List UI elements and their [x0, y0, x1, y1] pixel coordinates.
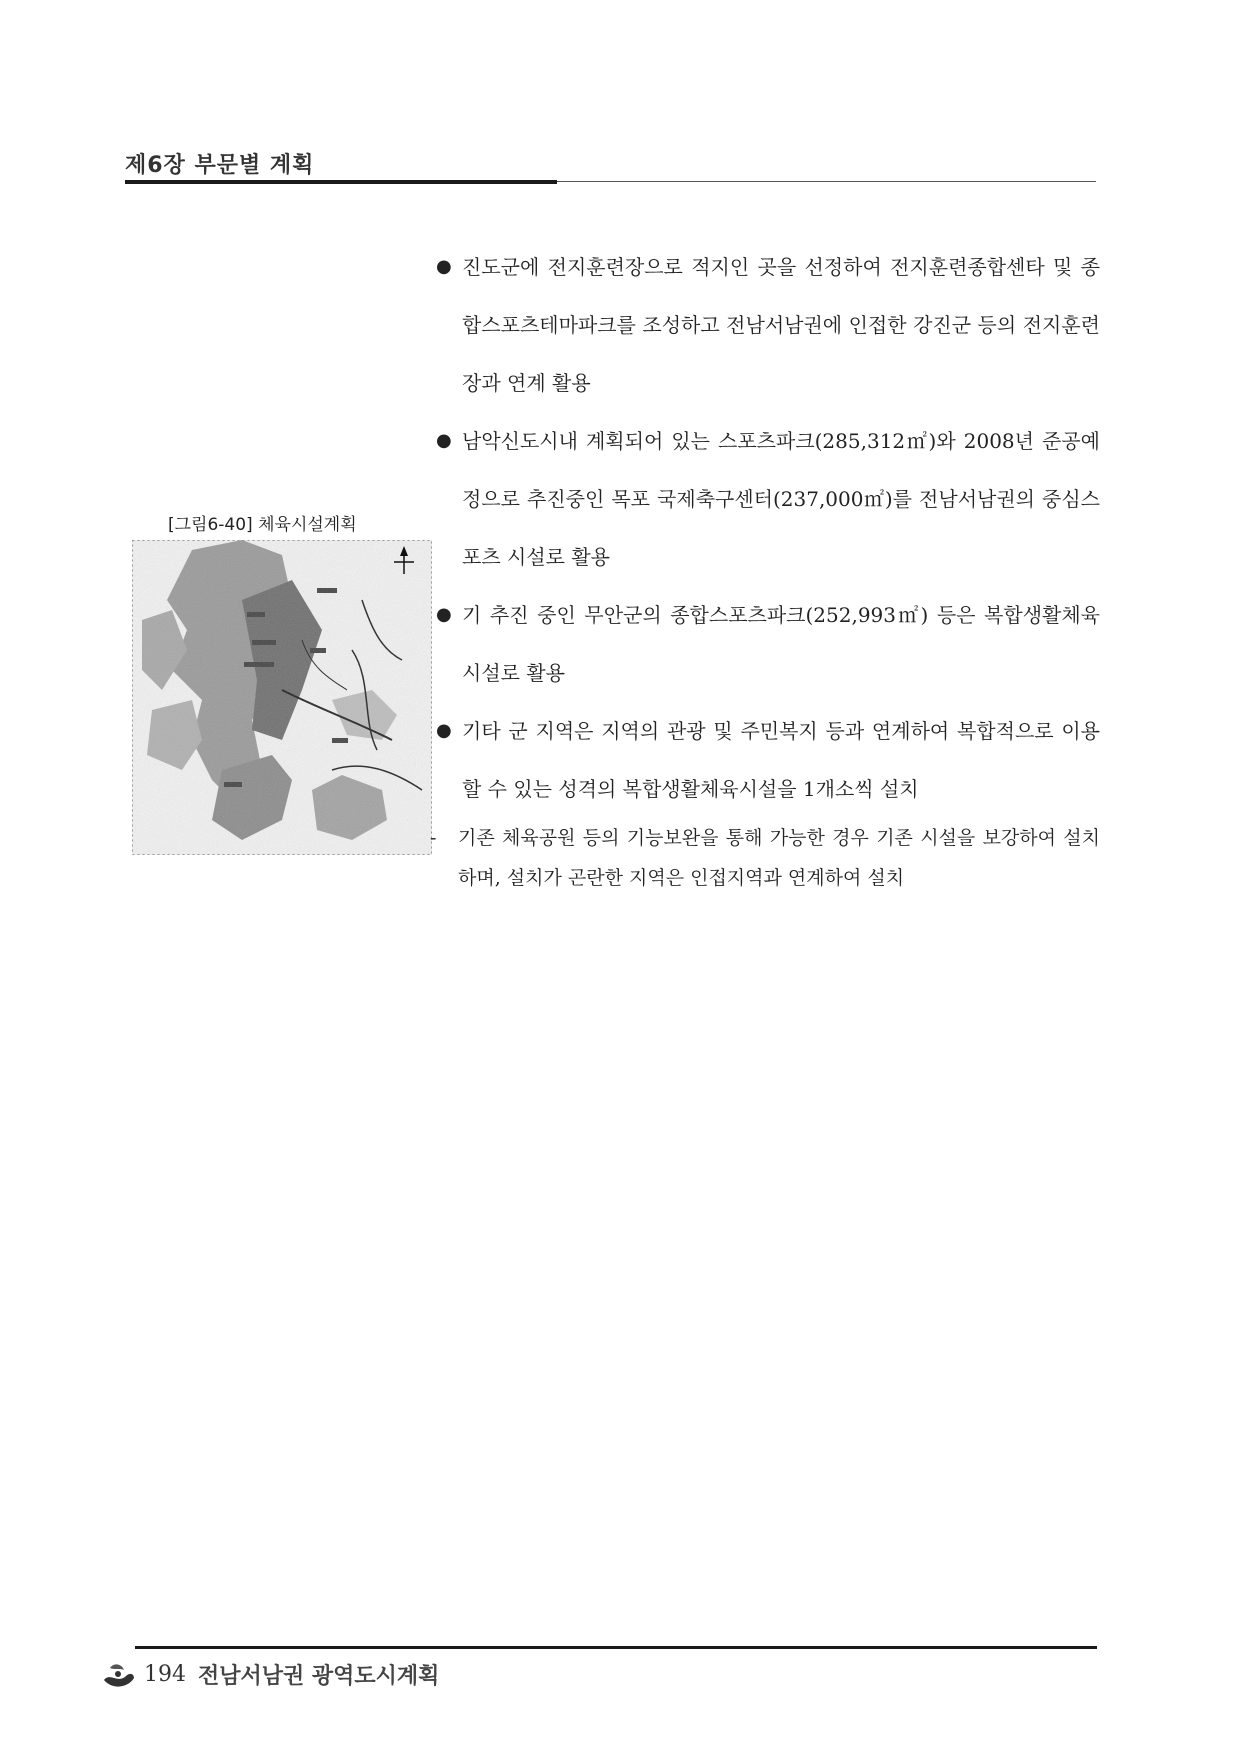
bullet-dot: ●: [436, 430, 452, 451]
figure-caption: [그림6-40] 체육시설계획: [168, 515, 357, 535]
sub-item: [430, 818, 1100, 898]
bullet-text: 남악신도시내 계획되어 있는 스포츠파크(285,312㎡)와 2008년 준공예정으로 추진중인 목포 국제축구센터(237,000㎡)를 전남서남권의 중심스포츠 시설로 활용: [462, 429, 1100, 569]
page-number: 194: [144, 1661, 186, 1687]
bullet-text: 기 추진 중인 무안군의 종합스포츠파크(252,993㎡) 등은 복합생활체육시설로 활용: [462, 603, 1100, 685]
body-text: [430, 238, 1100, 898]
chapter-title: 제6장 부문별 계획: [125, 153, 315, 178]
sports-facility-map: [132, 540, 432, 855]
header-rule-thin: [557, 181, 1096, 182]
bullet-item: [430, 412, 1100, 586]
header-rule: [125, 180, 557, 184]
bullet-dot: ●: [436, 720, 452, 741]
page-footer: [100, 1658, 439, 1690]
sub-item-text: 기존 체육공원 등의 기능보완을 통해 가능한 경우 기존 시설을 보강하여 설치하며, 설치가 곤란한 지역은 인접지역과 연계하여 설치: [458, 827, 1100, 889]
bullet-item: [430, 238, 1100, 412]
logo-icon: [100, 1658, 136, 1690]
book-title: 전남서남권 광역도시계획: [198, 1663, 440, 1689]
footer-rule: [135, 1646, 1097, 1649]
dash-mark: -: [430, 827, 437, 849]
bullet-dot: ●: [436, 604, 452, 625]
bullet-dot: ●: [436, 256, 452, 277]
bullet-item: [430, 586, 1100, 702]
bullet-item: [430, 702, 1100, 818]
bullet-text: 진도군에 전지훈련장으로 적지인 곳을 선정하여 전지훈련종합센타 및 종합스포츠테마파크를 조성하고 전남서남권에 인접한 강진군 등의 전지훈련장과 연계 활용: [462, 255, 1100, 395]
bullet-text: 기타 군 지역은 지역의 관광 및 주민복지 등과 연계하여 복합적으로 이용할 수 있는 성격의 복합생활체육시설을 1개소씩 설치: [462, 719, 1100, 801]
